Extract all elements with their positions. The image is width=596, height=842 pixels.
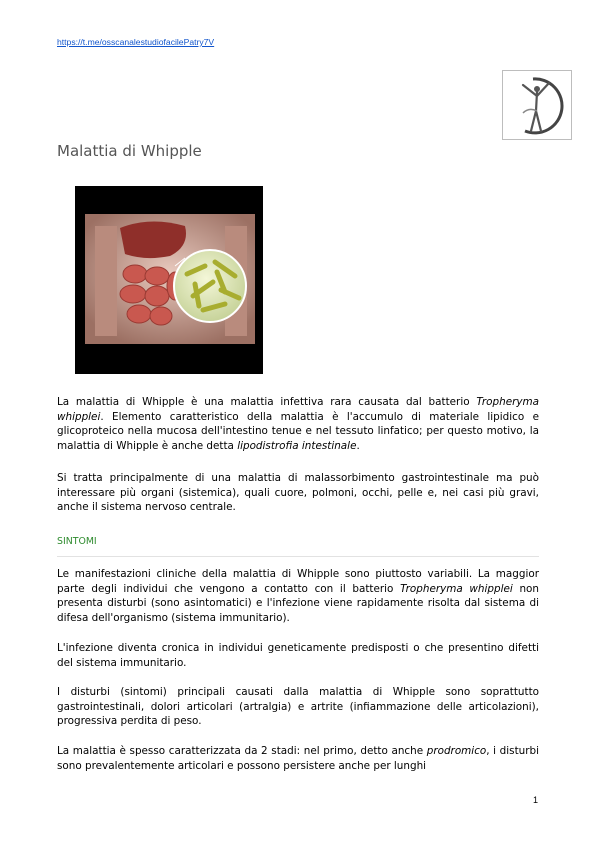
paragraph-intro: La malattia di Whipple è una malattia infettiva rara causata dal batterio Tropheryma whipplei. Elemento caratteristico della malattia è l'accumulo di materiale lipidico e glicoproteico nella mucosa dell'intestino tenue e nel tessuto linfatico; per questo motivo, la malattia di Whipple è anche detta lipodistrofia intestinale. [57,396,539,452]
intestine-bacteria-image [75,186,263,374]
page-title: Malattia di Whipple [57,142,202,160]
anatomy-illustration [75,186,263,374]
paragraph-systemic: Si tratta principalmente di una malattia di malassorbimento gastrointestinale ma può interessare più organi (sistemica), quali cuore, polmoni, occhi, pelle e, nei casi più gravi, anche il sistema nervoso centrale. [57,472,539,514]
logo [502,70,572,140]
paragraph-disturbances: I disturbi (sintomi) principali causati dalla malattia di Whipple sono soprattutto gastrointestinali, dolori articolari (artralgia) e artrite (infiammazione delle articolazioni), progressiva perdita di peso. [57,686,539,728]
logo-graphic [503,71,571,139]
paragraph-manifestations: Le manifestazioni cliniche della malattia di Whipple sono piuttosto variabili. La maggior parte degli individui che vengono a contatto con il batterio Tropheryma whipplei non presenta disturbi (sono asintomatici) e l'infezione viene rapidamente risolta dal sistema di difesa dell'organismo (sistema immunitario). [57,568,539,624]
divider [57,556,539,557]
telegram-link[interactable]: https://t.me/osscanalestudiofacilePatry7V [57,37,215,47]
page-number: 1 [533,795,539,805]
paragraph-stages: La malattia è spesso caratterizzata da 2 stadi: nel primo, detto anche prodromico, i disturbi sono prevalentemente articolari e possono persistere anche per lunghi [57,745,539,772]
paragraph-chronic: L'infezione diventa cronica in individui geneticamente predisposti o che presentino difetti del sistema immunitario. [57,642,539,669]
section-heading-symptoms: SINTOMI [57,536,97,547]
